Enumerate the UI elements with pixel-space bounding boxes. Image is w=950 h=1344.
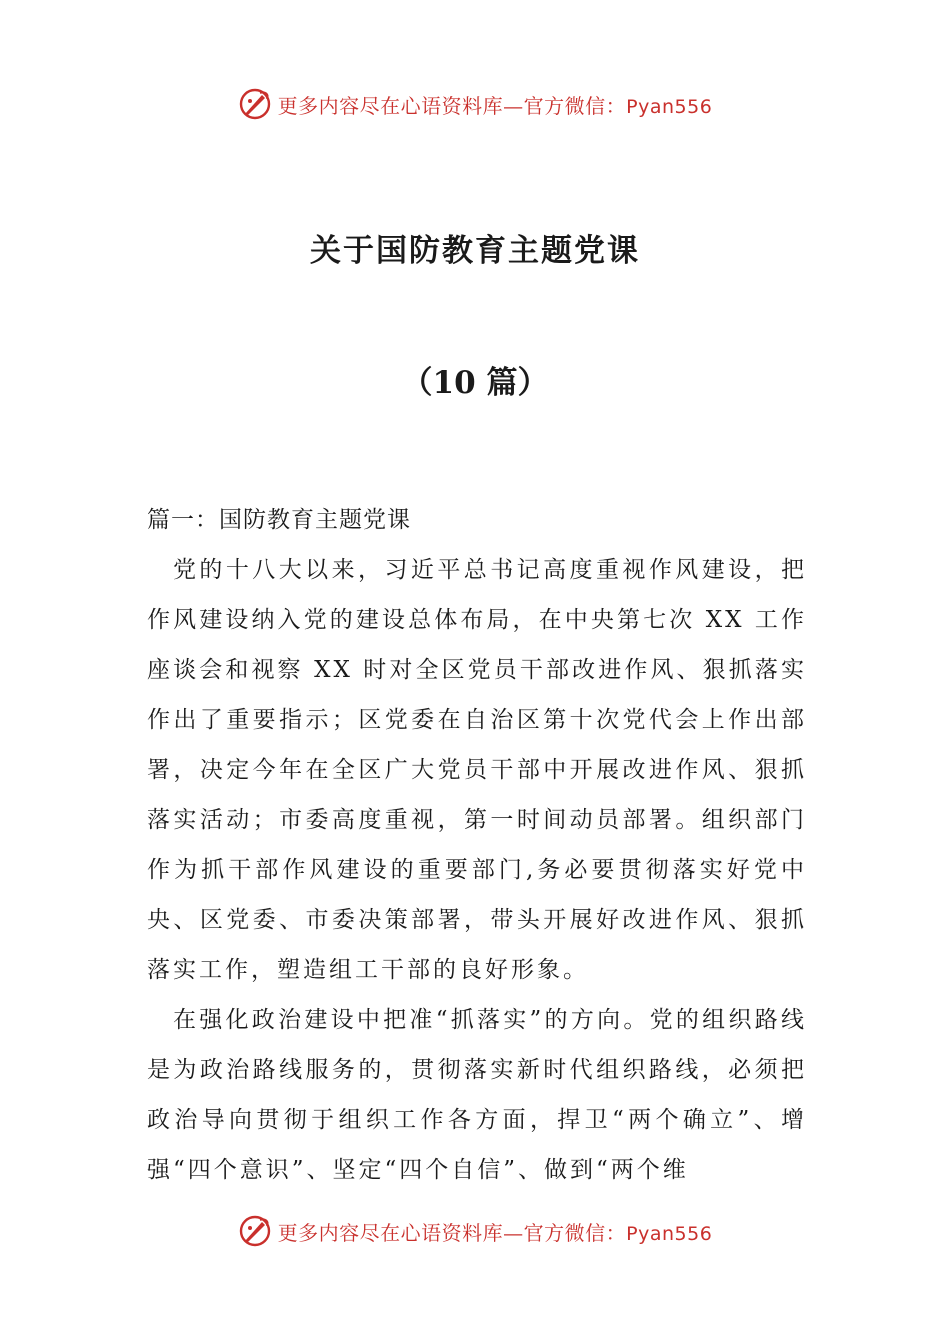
document-subtitle: （10 篇） bbox=[401, 365, 549, 401]
watermark-wechat-id: Pyan556 bbox=[626, 95, 713, 118]
quill-pen-logo-icon bbox=[238, 87, 272, 121]
body-paragraph-1: 党的十八大以来，习近平总书记高度重视作风建设，把作风建设纳入党的建设总体布局，在中央第七次 XX 工作座谈会和视察 XX 时对全区党员干部改进作风、狠抓落实作出了重要指示；区党委在自治区第十次党代会上作出部署，决定今年在全区广大党员干部中开展改进作风、狠抓落实活动；市委高度重视，第一时间动员部署。组织部门作为抓干部作风建设的重要部门,务必要贯彻落实好党中央、区党委、市委决策部署，带头开展好改进作风、狠抓落实工作，塑造组工干部的良好形象。 bbox=[147, 557, 807, 983]
footer-watermark bbox=[0, 1211, 950, 1251]
header-watermark bbox=[0, 84, 950, 124]
watermark-text: 更多内容尽在心语资料库—官方微信：Pyan556 bbox=[277, 1220, 713, 1245]
section-heading: 篇一：国防教育主题党课 bbox=[147, 507, 411, 533]
document-title: 关于国防教育主题党课 bbox=[310, 233, 640, 269]
document-body bbox=[147, 495, 807, 1195]
watermark-wechat-id: Pyan556 bbox=[626, 1222, 713, 1245]
body-paragraph-2: 在强化政治建设中把准“抓落实”的方向。党的组织路线是为政治路线服务的，贯彻落实新时代组织路线，必须把政治导向贯彻于组织工作各方面，捍卫“两个确立”、增强“四个意识”、坚定“四个自信”、做到“两个维 bbox=[147, 1007, 807, 1183]
quill-pen-logo-icon bbox=[238, 1214, 272, 1248]
watermark-text: 更多内容尽在心语资料库—官方微信：Pyan556 bbox=[277, 93, 713, 118]
